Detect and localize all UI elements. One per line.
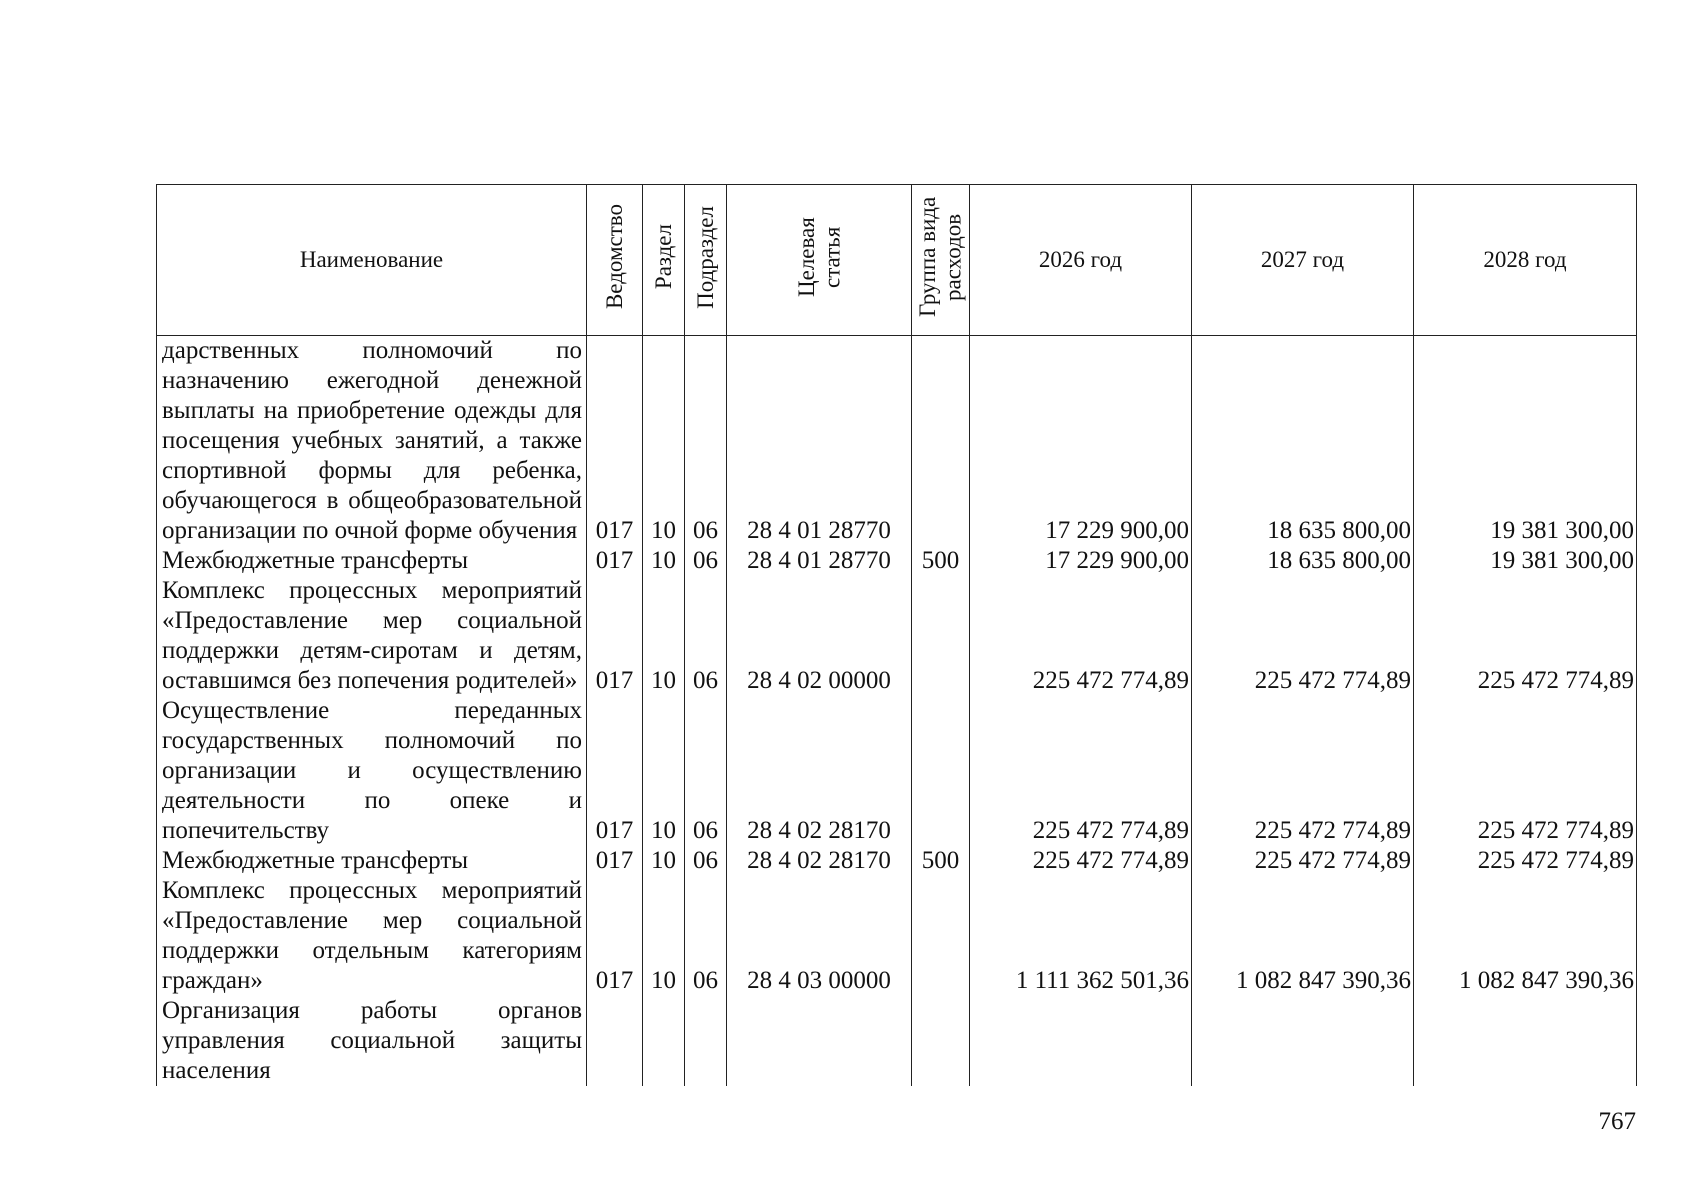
row-section: 10 <box>643 696 685 846</box>
row-name: Организация работы органов управления социальной защиты населения <box>157 996 587 1086</box>
row-subsection: 06 <box>685 696 727 846</box>
row-section: 10 <box>643 576 685 696</box>
row-target-article: 28 4 02 28170 <box>727 846 912 876</box>
row-amount-2026: 225 472 774,89 <box>970 576 1192 696</box>
table-row <box>157 996 1637 1086</box>
row-amount-2027: 225 472 774,89 <box>1192 576 1414 696</box>
row-department: 017 <box>587 876 643 996</box>
header-section: Раздел <box>643 185 685 336</box>
header-year-2028: 2028 год <box>1414 185 1637 336</box>
row-expense-group <box>912 576 970 696</box>
row-name: Межбюджетные трансферты <box>157 846 587 876</box>
row-amount-2028: 225 472 774,89 <box>1414 576 1637 696</box>
row-department: 017 <box>587 846 643 876</box>
row-expense-group <box>912 336 970 547</box>
header-expense-group: Группа вида расходов <box>912 185 970 336</box>
row-name: Комплекс процессных мероприятий «Предоставление мер социальной поддержки отдельным категориям граждан» <box>157 876 587 996</box>
header-year-2026: 2026 год <box>970 185 1192 336</box>
row-amount-2027: 18 635 800,00 <box>1192 336 1414 547</box>
budget-table-sheet <box>156 184 1636 1088</box>
row-name: Осуществление переданных государственных полномочий по организации и осуществлению деятельности по опеке и попечительству <box>157 696 587 846</box>
row-target-article: 28 4 02 00000 <box>727 576 912 696</box>
table-row <box>157 546 1637 576</box>
row-department: 017 <box>587 546 643 576</box>
row-amount-2026: 17 229 900,00 <box>970 546 1192 576</box>
row-amount-2028 <box>1414 996 1637 1086</box>
row-amount-2028: 1 082 847 390,36 <box>1414 876 1637 996</box>
row-section <box>643 996 685 1086</box>
row-amount-2026: 225 472 774,89 <box>970 696 1192 846</box>
header-subsection: Подраздел <box>685 185 727 336</box>
row-target-article: 28 4 03 00000 <box>727 876 912 996</box>
page-number: 767 <box>1598 1108 1636 1135</box>
row-department <box>587 996 643 1086</box>
header-name: Наименование <box>157 185 587 336</box>
table-row <box>157 876 1637 996</box>
row-amount-2026: 1 111 362 501,36 <box>970 876 1192 996</box>
row-expense-group <box>912 996 970 1086</box>
row-amount-2028: 225 472 774,89 <box>1414 846 1637 876</box>
row-department: 017 <box>587 336 643 547</box>
row-amount-2027 <box>1192 996 1414 1086</box>
row-subsection <box>685 996 727 1086</box>
table-header-row <box>157 185 1637 336</box>
row-amount-2028: 19 381 300,00 <box>1414 336 1637 547</box>
row-target-article <box>727 996 912 1086</box>
header-year-2027: 2027 год <box>1192 185 1414 336</box>
table-row <box>157 336 1637 547</box>
row-amount-2028: 225 472 774,89 <box>1414 696 1637 846</box>
row-department: 017 <box>587 696 643 846</box>
row-department: 017 <box>587 576 643 696</box>
row-subsection: 06 <box>685 336 727 547</box>
row-amount-2028: 19 381 300,00 <box>1414 546 1637 576</box>
row-subsection: 06 <box>685 876 727 996</box>
header-target-article: Целевая статья <box>727 185 912 336</box>
row-expense-group <box>912 876 970 996</box>
row-section: 10 <box>643 846 685 876</box>
row-amount-2027: 1 082 847 390,36 <box>1192 876 1414 996</box>
row-amount-2026 <box>970 996 1192 1086</box>
row-expense-group <box>912 696 970 846</box>
header-department: Ведомство <box>587 185 643 336</box>
table-row <box>157 696 1637 846</box>
row-name: дарственных полномочий по назначению ежегодной денежной выплаты на приобретение одежды для посещения учебных занятий, а также спортивной формы для ребенка, обучающегося в общеобразовательной организации по очной форме обучения <box>157 336 587 547</box>
row-name: Комплекс процессных мероприятий «Предоставление мер социальной поддержки детям-сиротам и детям, оставшимся без попечения родителей» <box>157 576 587 696</box>
row-amount-2027: 225 472 774,89 <box>1192 846 1414 876</box>
table-row <box>157 576 1637 696</box>
row-amount-2026: 225 472 774,89 <box>970 846 1192 876</box>
row-expense-group: 500 <box>912 546 970 576</box>
row-amount-2027: 225 472 774,89 <box>1192 696 1414 846</box>
row-section: 10 <box>643 546 685 576</box>
row-section: 10 <box>643 336 685 547</box>
row-section: 10 <box>643 876 685 996</box>
table-row <box>157 846 1637 876</box>
row-target-article: 28 4 01 28770 <box>727 546 912 576</box>
budget-table <box>156 184 1637 1086</box>
row-target-article: 28 4 02 28170 <box>727 696 912 846</box>
row-name: Межбюджетные трансферты <box>157 546 587 576</box>
row-subsection: 06 <box>685 576 727 696</box>
row-amount-2026: 17 229 900,00 <box>970 336 1192 547</box>
row-subsection: 06 <box>685 846 727 876</box>
row-target-article: 28 4 01 28770 <box>727 336 912 547</box>
row-amount-2027: 18 635 800,00 <box>1192 546 1414 576</box>
row-subsection: 06 <box>685 546 727 576</box>
row-expense-group: 500 <box>912 846 970 876</box>
